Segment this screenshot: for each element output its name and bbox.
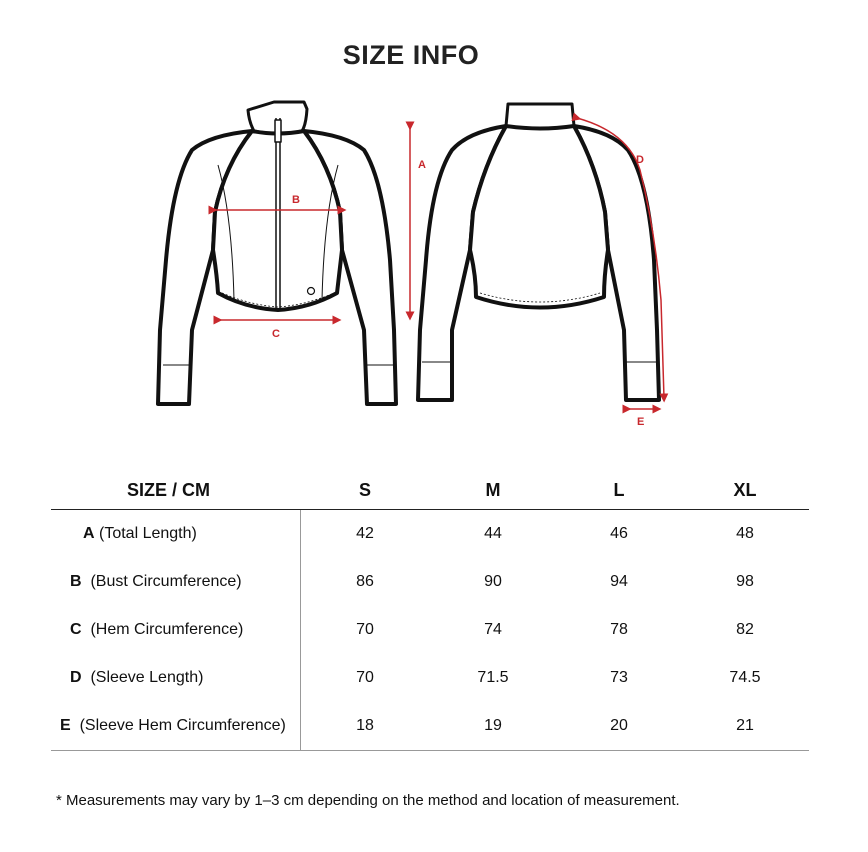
label-d: D [636,154,644,166]
label-c: C [272,328,280,340]
label-a: A [418,159,426,171]
table-cell: 86 [356,573,374,590]
table-cell: 74 [484,621,502,638]
table-row [51,510,809,558]
table-cell: 44 [484,525,502,542]
table-cell: 20 [610,717,628,734]
table-cell: 90 [484,573,502,590]
label-e: E [637,416,645,428]
table-row [51,654,809,702]
header-size-cm: SIZE / CM [127,480,211,500]
table-body [51,510,809,751]
table-cell: 70 [356,669,374,686]
table-cell: 74.5 [729,669,761,686]
table-cell: 46 [610,525,628,542]
table-cell: 73 [610,669,628,686]
table-cell: 48 [736,525,754,542]
row-label: D (Sleeve Length) [70,669,204,686]
row-label: A (Total Length) [83,525,197,542]
jacket-front [158,102,396,404]
row-label: E (Sleeve Hem Circumference) [60,717,286,734]
table-cell: 71.5 [477,669,509,686]
header-size: M [485,480,501,500]
table-cell: 94 [610,573,628,590]
row-label: B (Bust Circumference) [70,573,242,590]
table-cell: 19 [484,717,502,734]
table-cell: 70 [356,621,374,638]
table-row [51,606,809,654]
label-b: B [292,194,300,206]
table-row [51,558,809,606]
header-size: XL [733,480,757,500]
table-row [51,702,809,750]
table-cell: 18 [356,717,374,734]
header-size: S [358,480,371,500]
table-header [51,466,809,510]
table-cell: 78 [610,621,628,638]
footnote: * Measurements may vary by 1–3 cm depending on the method and location of measurement. [56,792,680,809]
page-title: SIZE INFO [342,40,480,70]
table-cell: 98 [736,573,754,590]
jacket-back [418,104,659,400]
header-size: L [613,480,625,500]
row-label: C (Hem Circumference) [70,621,244,638]
table-cell: 21 [736,717,754,734]
table-cell: 82 [736,621,754,638]
table-cell: 42 [356,525,374,542]
size-table [51,466,809,751]
